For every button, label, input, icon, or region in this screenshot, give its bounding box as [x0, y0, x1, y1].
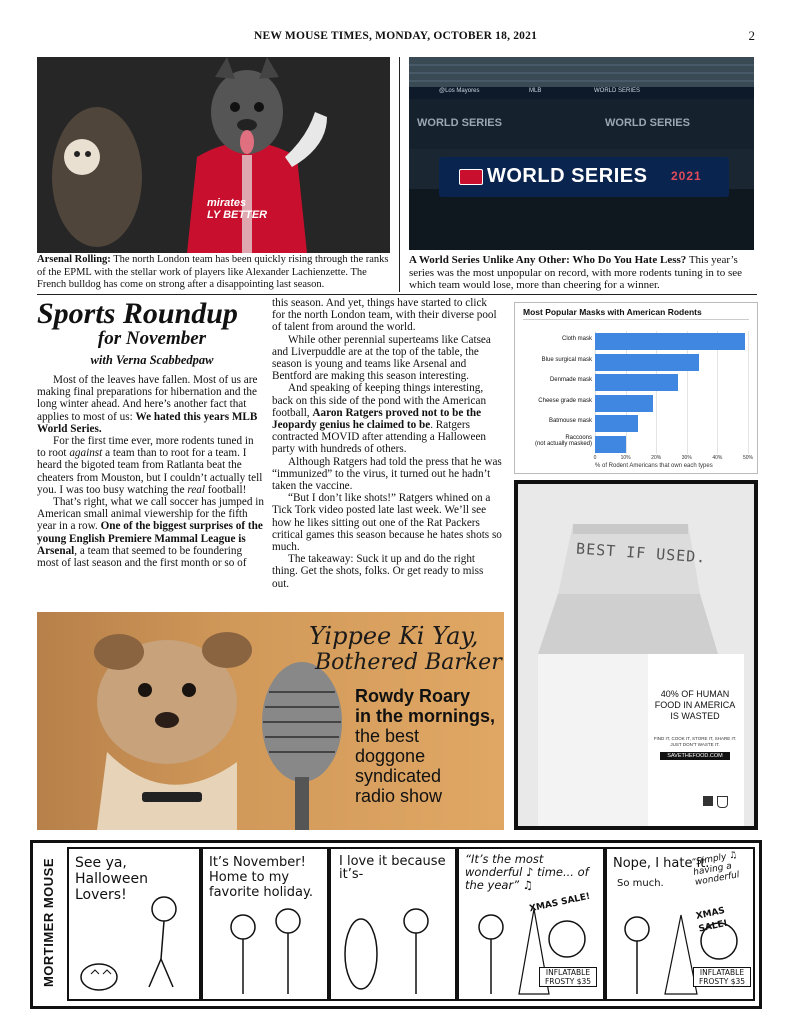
banner-year: 2021 [671, 169, 702, 183]
ad-copy [355, 686, 495, 806]
category-label: Raccoons (not actually masked) [534, 434, 592, 447]
world-series-photo [409, 57, 754, 250]
bar [595, 333, 745, 350]
text: Most of the leaves have fallen. Most of us are making final preparations for hibernation and the long winter ahead. And here’s another fact that applies to most of us: [37, 374, 258, 423]
text-italic: against [69, 447, 103, 460]
headline: Sports Roundup [37, 297, 238, 330]
ad-headline: 40% OF HUMAN FOOD IN AMERICA IS WASTED [654, 689, 736, 721]
panel-4-dialogue: “It’s the most wonderful ♪ time... of the year” ♫ [465, 852, 589, 892]
text-bold: Aaron Ratgers proved not to be the Jeopardy genius he claimed to be [272, 406, 482, 432]
bar [595, 374, 678, 391]
paragraph: this season. And yet, things have started to click for the north London team, with their diverse pool of talent from around the world. [272, 297, 497, 334]
panel-5-song: “Simply ♫ having a wonderful [690, 850, 741, 888]
price-sign: INFLATABLE FROSTY $35 [693, 967, 751, 987]
gridline [748, 331, 749, 454]
comic-panel-1 [67, 847, 201, 1001]
paragraph: Although Ratgers had told the press that he was “immunized” to the virus, it turned out he hadn’t taken the vaccine. [272, 455, 502, 493]
jersey-sponsor: mirates LY BETTER [207, 197, 268, 221]
section-divider [37, 294, 757, 295]
world-series-caption [409, 254, 759, 292]
text: That’s right, what we call soccer has jumped in American small animal viewership for the fifth year in a row. [37, 496, 264, 533]
article-column-2 [272, 297, 502, 590]
caption-body: This year’s series was the most unpopular on record, with more rodents tuning in to see which team would lose, more than cheering for a winner. [409, 254, 742, 292]
panel-3-dialogue: I love it because it’s- [339, 854, 446, 882]
ad-council-logo-icon [703, 796, 713, 806]
mlb-logo-icon [459, 169, 483, 185]
price-sign: INFLATABLE FROSTY $35 [539, 967, 597, 987]
category-label: Cloth mask [561, 336, 592, 342]
caption-lead: Arsenal Rolling: [37, 254, 111, 265]
comic-panel-2 [201, 847, 329, 1001]
x-tick-label: 30% [681, 455, 692, 461]
bar [595, 395, 653, 412]
stadium-illustration [409, 57, 754, 250]
text: football! [205, 483, 247, 496]
bar [595, 436, 626, 453]
text-italic: real [187, 483, 205, 496]
chart-title-rule [523, 319, 749, 320]
text-bold: One of the biggest surprises of the young English Premiere Mammal League is Arsenal [37, 520, 263, 557]
bar [595, 354, 699, 371]
sign-mid: MLB [529, 88, 542, 94]
panel-1-dialogue: See ya, Halloween Lovers! [75, 855, 149, 903]
comic-panel-4 [457, 847, 605, 1001]
mask-chart [514, 302, 758, 474]
caption-body: The north London team has been quickly rising through the ranks of the EPML with the stellar work of players like Alexander Lachienzette. The French bulldog has come on strong after a disappointing last season. [37, 254, 389, 291]
paragraph [37, 496, 265, 569]
category-label: Cheese grade mask [538, 397, 592, 404]
sale-sign: XMAS SALE! [528, 891, 592, 915]
comic-panel-3 [329, 847, 457, 1001]
x-tick-label: 0 [593, 455, 597, 461]
milk-carton-ad [514, 480, 758, 830]
bulldog-illustration [37, 57, 390, 253]
panel-5-dialogue: Nope, I hate it. [613, 856, 710, 871]
arsenal-caption [37, 254, 393, 292]
strip-title: MORTIMER MOUSE [41, 857, 56, 988]
paragraph: “But I don’t like shots!” Ratgers whined on a Tick Tork video posted late last week. We’ll see how he likes sitting out one of the Rat Packers critical games this season because he hates shots so much. [272, 492, 502, 554]
radio-ad [37, 612, 504, 830]
x-tick-label: 20% [651, 455, 662, 461]
category-label: Denmade mask [549, 377, 592, 383]
paragraph: While other perennial superteams like Catsea and Liverpuddle are at the top of the table, the season is young and teams like Arsenal and Bentford are making this season interesting. [272, 333, 491, 383]
arsenal-photo [37, 57, 390, 253]
column-divider [399, 57, 400, 292]
x-tick-label: 10% [620, 455, 631, 461]
article-title [37, 299, 267, 368]
x-tick-label: 40% [712, 455, 723, 461]
text-bold: We hated this years MLB World Series. [37, 410, 258, 435]
comic-strip [30, 840, 762, 1009]
ad-subtext: FIND IT, COOK IT, STORE IT, SHARE IT. JUST DON’T WASTE IT. [653, 736, 737, 747]
masthead: NEW MOUSE TIMES, MONDAY, OCTOBER 18, 2021 [253, 30, 538, 42]
ad-line: radio show [355, 786, 443, 806]
milk-carton-illustration [518, 484, 754, 826]
wall-text-right: WORLD SERIES [605, 117, 690, 129]
chart-title: Most Popular Masks with American Rodents [523, 307, 702, 317]
x-axis-label: % of Rodent Americans that own each types [595, 463, 713, 469]
page-number: 2 [748, 28, 755, 43]
panel-5-dialogue-2: So much. [617, 878, 664, 889]
article-column-1 [37, 374, 265, 569]
panel-2-dialogue: It’s November! Home to my favorite holiday. [209, 855, 313, 900]
subhead: for November [97, 328, 207, 349]
ad-line: Rowdy Roary [355, 686, 471, 706]
caption-lead: A World Series Unlike Any Other: Who Do You Hate Less? [409, 254, 687, 266]
sign-left: @Los Mayores [439, 88, 480, 94]
ad-line: syndicated [355, 766, 442, 786]
ad-line: the best [355, 726, 420, 746]
banner-text: WORLD SERIES [487, 165, 648, 187]
ad-headline-2: Bothered Barker [315, 650, 502, 675]
paragraph: The takeaway: Suck it up and do the right thing. Get the shots, folks. Or get ready to miss out. [272, 553, 484, 590]
paragraph [272, 382, 502, 455]
sign-right: WORLD SERIES [594, 88, 641, 94]
bar [595, 415, 638, 432]
paragraph [37, 435, 265, 496]
x-tick-label: 50% [742, 455, 753, 461]
text: For the first time ever, more rodents tuned in to root [37, 435, 254, 460]
wall-text-left: WORLD SERIES [417, 117, 502, 129]
text: a team than to root for a team. I heard the bigoted team from Ratlanta beat the cheaters from Mouston, but I couldn’t actually tell you. I was too busy watching the [37, 447, 263, 496]
nrdc-logo-icon [717, 796, 728, 808]
ad-line: in the mornings, [355, 706, 496, 726]
ad-line: doggone [355, 746, 426, 766]
ad-headline-1: Yippee Ki Yay, [309, 622, 479, 650]
paragraph [37, 374, 265, 435]
category-label: Blue surgical mask [541, 356, 592, 363]
byline: with Verna Scabbedpaw [90, 353, 214, 367]
ad-website: SAVETHEFOOD.COM [660, 752, 730, 760]
chart-plot-area [515, 323, 757, 473]
category-label: Batmouse mask [548, 418, 592, 424]
text: And speaking of keeping things interesting, back on this side of the pond with the American football, [272, 382, 487, 419]
sale-sign: XMAS SALE! [695, 905, 729, 935]
comic-panel-5 [605, 847, 755, 1001]
carton-stamp: BEST IF USED. [575, 539, 707, 567]
text: , a team that seemed to be foundering most of last season and the first month or so of [37, 544, 247, 570]
text: . Ratgers contracted MOVID after attending a Halloween party with hundreds of others. [272, 419, 487, 456]
